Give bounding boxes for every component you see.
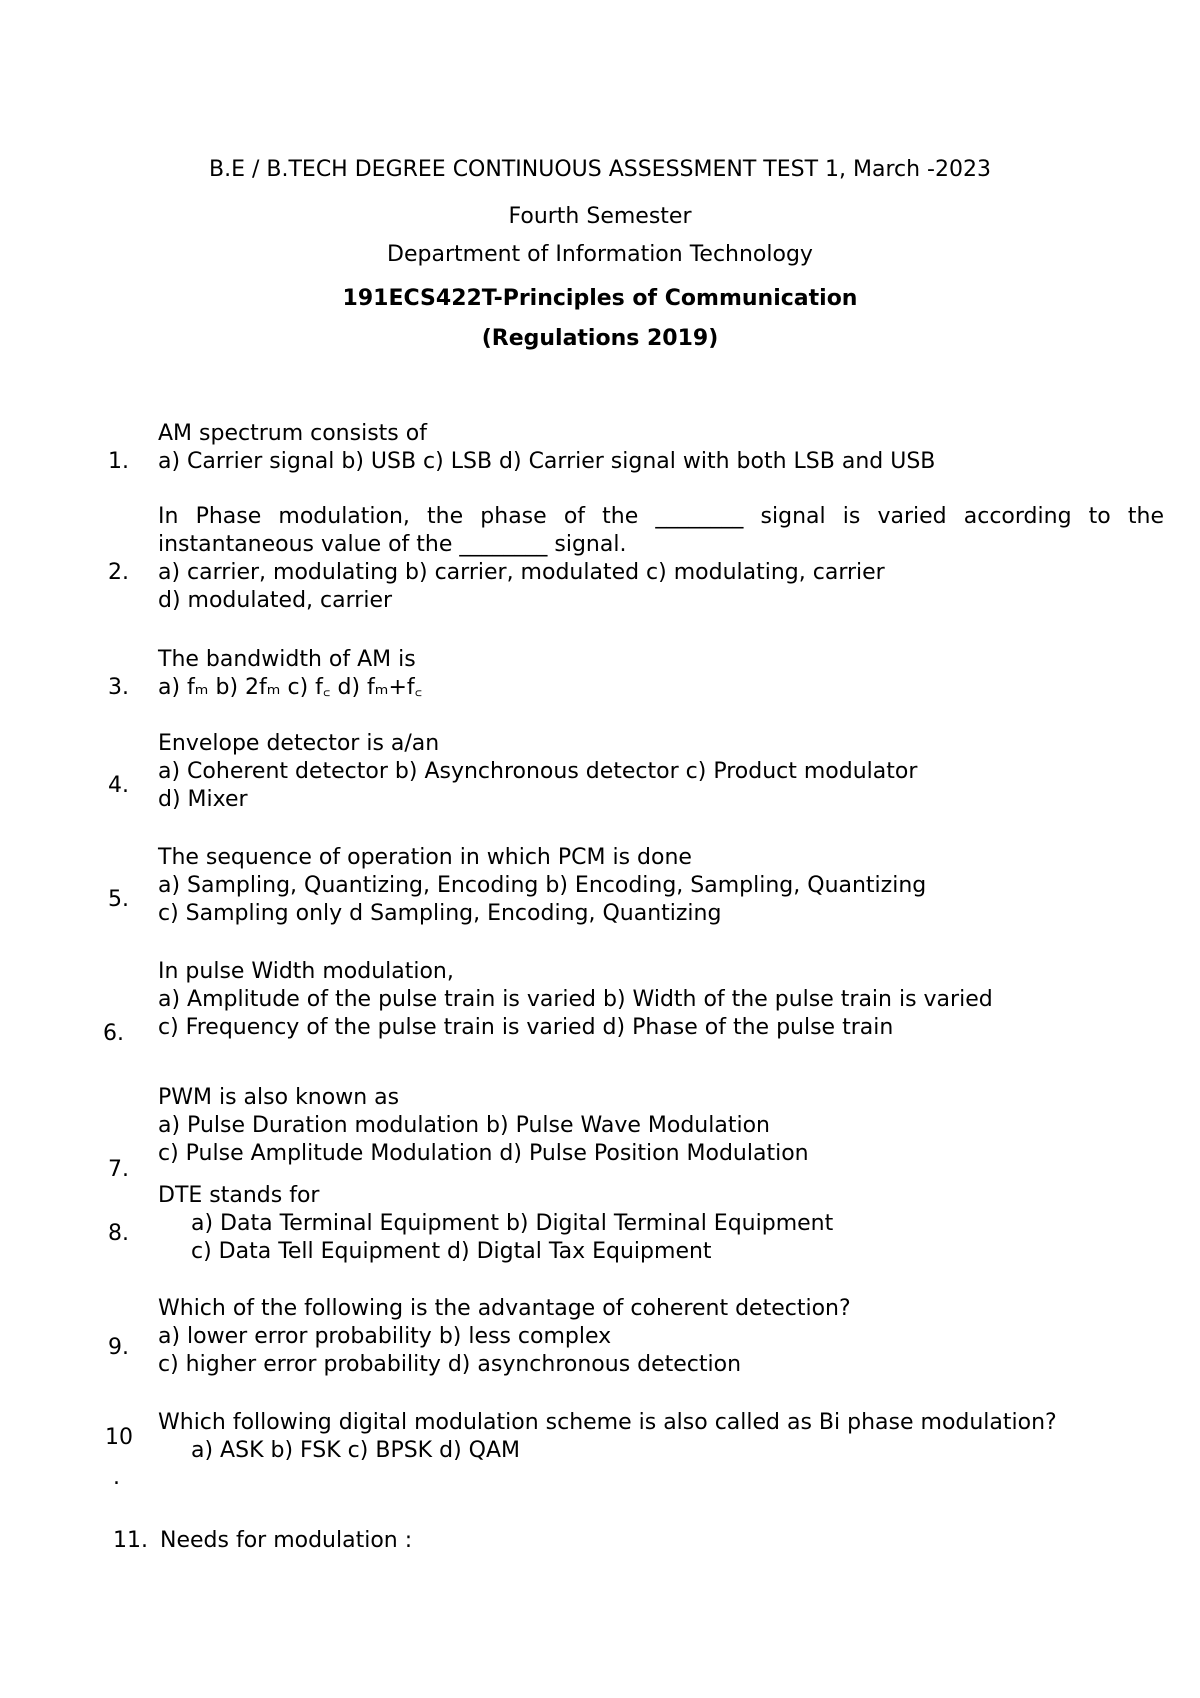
question-number-dot: .: [113, 1465, 120, 1490]
exam-title: B.E / B.TECH DEGREE CONTINUOUS ASSESSMENT TEST 1, March -2023: [209, 157, 991, 182]
question-number: 1.: [108, 449, 129, 474]
department: Department of Information Technology: [387, 242, 813, 267]
regulations: (Regulations 2019): [481, 326, 719, 351]
question-options: a) Carrier signal b) USB c) LSB d) Carrier signal with both LSB and USB: [158, 449, 936, 474]
question-options: a) Pulse Duration modulation b) Pulse Wave Modulation: [158, 1113, 770, 1138]
question-text-continued: instantaneous value of the ________ signal.: [158, 532, 627, 557]
question-text: The sequence of operation in which PCM is done: [158, 845, 692, 870]
question-text: Which of the following is the advantage of coherent detection?: [158, 1296, 851, 1321]
question-number: 5.: [108, 887, 129, 912]
question-number: 3.: [108, 675, 129, 700]
question-options: c) Frequency of the pulse train is varied d) Phase of the pulse train: [158, 1015, 894, 1040]
course-title: 191ECS422T-Principles of Communication: [342, 286, 858, 311]
question-options: a) Amplitude of the pulse train is varied b) Width of the pulse train is varied: [158, 987, 993, 1012]
question-text: DTE stands for: [158, 1183, 320, 1208]
question-text: AM spectrum consists of: [158, 421, 427, 446]
question-options: c) Sampling only d Sampling, Encoding, Quantizing: [158, 901, 722, 926]
question-options: a) carrier, modulating b) carrier, modulated c) modulating, carrier: [158, 560, 885, 585]
question-number: 6.: [103, 1021, 124, 1046]
question-number: 11.: [113, 1528, 148, 1553]
question-text: In Phase modulation, the phase of the ________ signal is varied according to the: [158, 504, 1164, 529]
question-number: 4.: [108, 773, 129, 798]
question-options: a) fₘ b) 2fₘ c) f꜀ d) fₘ+f꜀: [158, 675, 423, 700]
question-number: 8.: [108, 1221, 129, 1246]
question-options: c) higher error probability d) asynchronous detection: [158, 1352, 742, 1377]
question-options: a) Sampling, Quantizing, Encoding b) Encoding, Sampling, Quantizing: [158, 873, 927, 898]
question-text: Needs for modulation :: [160, 1528, 413, 1553]
question-options: c) Data Tell Equipment d) Digtal Tax Equipment: [191, 1239, 712, 1264]
question-text: Which following digital modulation scheme is also called as Bi phase modulation?: [158, 1410, 1057, 1435]
question-text: In pulse Width modulation,: [158, 959, 454, 984]
question-number: 9.: [108, 1335, 129, 1360]
question-options: c) Pulse Amplitude Modulation d) Pulse Position Modulation: [158, 1141, 809, 1166]
question-text: The bandwidth of AM is: [158, 647, 416, 672]
question-options: a) Coherent detector b) Asynchronous detector c) Product modulator: [158, 759, 918, 784]
question-text: Envelope detector is a/an: [158, 731, 440, 756]
question-text: PWM is also known as: [158, 1085, 400, 1110]
question-options: a) ASK b) FSK c) BPSK d) QAM: [191, 1438, 520, 1463]
question-options: a) Data Terminal Equipment b) Digital Terminal Equipment: [191, 1211, 834, 1236]
question-number: 10: [105, 1425, 133, 1450]
question-number: 7.: [108, 1157, 129, 1182]
question-options: a) lower error probability b) less complex: [158, 1324, 612, 1349]
question-options: d) modulated, carrier: [158, 588, 393, 613]
semester: Fourth Semester: [508, 204, 692, 229]
question-number: 2.: [108, 560, 129, 585]
question-options: d) Mixer: [158, 787, 248, 812]
